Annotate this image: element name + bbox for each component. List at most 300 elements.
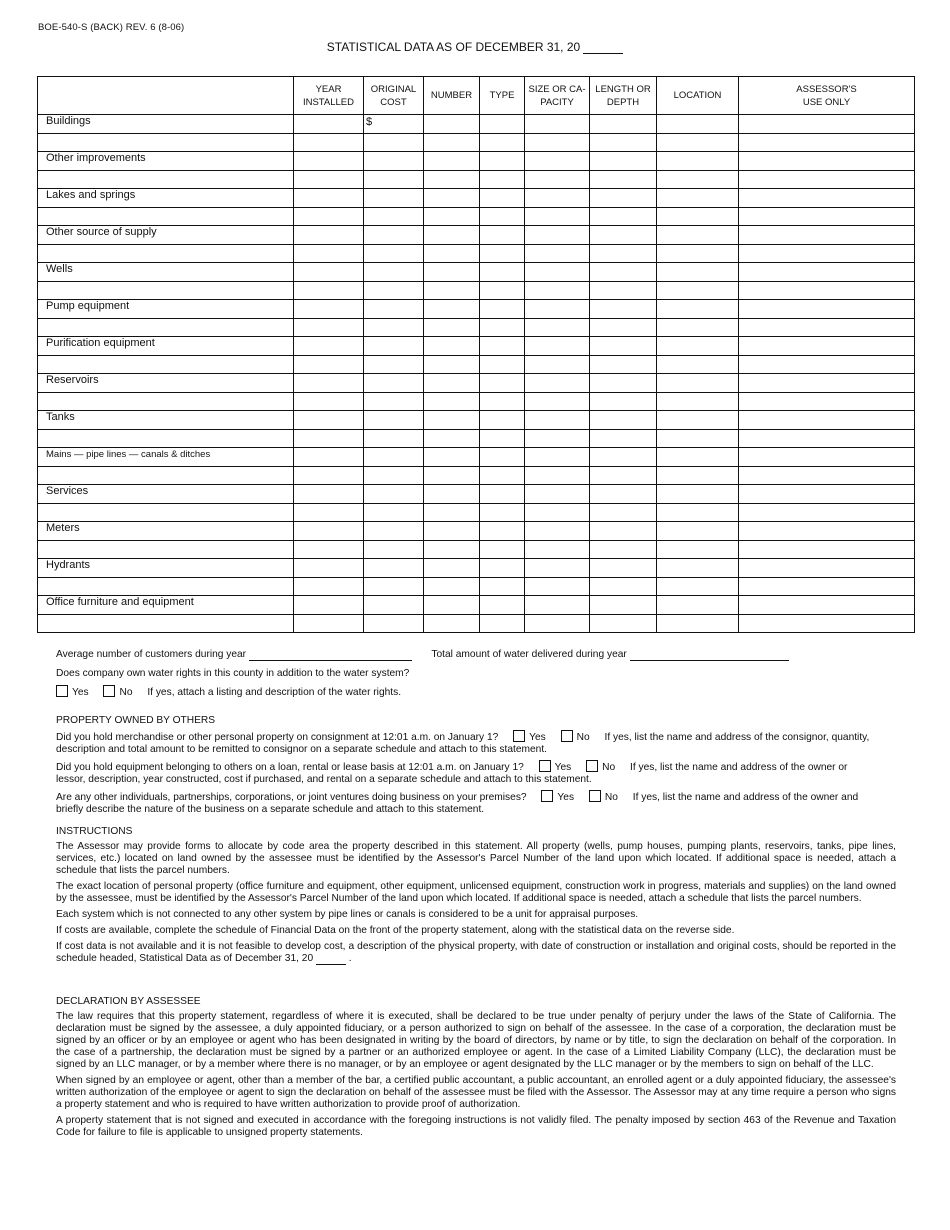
- row-label-blank: [38, 392, 294, 411]
- cell-number[interactable]: [424, 355, 480, 374]
- cell-assessors-use: [739, 614, 915, 633]
- cell-original-cost[interactable]: [364, 337, 424, 356]
- cell-year-installed[interactable]: [294, 614, 364, 633]
- form-number: BOE-540-S (BACK) REV. 6 (8-06): [38, 22, 185, 33]
- cell-number[interactable]: [424, 522, 480, 541]
- cell-length-depth[interactable]: [590, 429, 657, 448]
- cell-type[interactable]: [480, 411, 525, 430]
- cell-original-cost[interactable]: [364, 614, 424, 633]
- cell-size-capacity[interactable]: [525, 189, 590, 208]
- water-rights-no-checkbox[interactable]: [103, 685, 115, 697]
- cell-year-installed[interactable]: [294, 207, 364, 226]
- cell-size-capacity[interactable]: [525, 448, 590, 467]
- cell-type[interactable]: [480, 189, 525, 208]
- cell-location[interactable]: [657, 596, 739, 615]
- cell-location[interactable]: [657, 318, 739, 337]
- cell-number[interactable]: [424, 263, 480, 282]
- row-label-hydrants: Hydrants: [38, 559, 294, 578]
- cell-type[interactable]: [480, 133, 525, 152]
- cell-length-depth[interactable]: [590, 411, 657, 430]
- cell-length-depth[interactable]: [590, 614, 657, 633]
- cell-location[interactable]: [657, 411, 739, 430]
- cell-original-cost[interactable]: [364, 170, 424, 189]
- cell-size-capacity[interactable]: [525, 614, 590, 633]
- cell-length-depth[interactable]: [590, 300, 657, 319]
- cell-original-cost[interactable]: [364, 281, 424, 300]
- cell-length-depth[interactable]: [590, 392, 657, 411]
- cell-size-capacity[interactable]: [525, 170, 590, 189]
- row-label-blank: [38, 540, 294, 559]
- cell-year-installed[interactable]: [294, 559, 364, 578]
- cell-type[interactable]: [480, 281, 525, 300]
- cell-year-installed[interactable]: [294, 392, 364, 411]
- cell-size-capacity[interactable]: [525, 596, 590, 615]
- cell-number[interactable]: [424, 115, 480, 134]
- cell-length-depth[interactable]: [590, 263, 657, 282]
- row-label-blank: [38, 577, 294, 596]
- cell-type[interactable]: [480, 152, 525, 171]
- table-row: [38, 503, 915, 522]
- table-row: [38, 577, 915, 596]
- cell-number[interactable]: [424, 300, 480, 319]
- cell-length-depth[interactable]: [590, 485, 657, 504]
- cell-number[interactable]: [424, 189, 480, 208]
- row-label-purification-equipment: Purification equipment: [38, 337, 294, 356]
- cell-length-depth[interactable]: [590, 281, 657, 300]
- cell-assessors-use: [739, 244, 915, 263]
- table-row: [38, 337, 915, 356]
- cell-type[interactable]: [480, 337, 525, 356]
- cell-number[interactable]: [424, 429, 480, 448]
- declaration-heading: DECLARATION BY ASSESSEE: [56, 996, 201, 1007]
- other-business-yes-label: Yes: [557, 792, 575, 803]
- cell-year-installed[interactable]: [294, 226, 364, 245]
- cell-size-capacity[interactable]: [525, 522, 590, 541]
- cell-number[interactable]: [424, 281, 480, 300]
- cell-original-cost[interactable]: [364, 207, 424, 226]
- cell-location[interactable]: [657, 559, 739, 578]
- cell-length-depth[interactable]: [590, 337, 657, 356]
- cell-type[interactable]: [480, 485, 525, 504]
- table-row: [38, 318, 915, 337]
- declaration-body: [56, 1011, 896, 1139]
- cell-length-depth[interactable]: [590, 207, 657, 226]
- cell-location[interactable]: [657, 244, 739, 263]
- row-label-mains-pipe-lines-canals-ditches: Mains — pipe lines — canals & ditches: [38, 448, 294, 467]
- equipment-question: [56, 760, 896, 786]
- cell-type[interactable]: [480, 226, 525, 245]
- table-header-row: [38, 77, 915, 115]
- cell-number[interactable]: [424, 337, 480, 356]
- table-row: [38, 485, 915, 504]
- cell-assessors-use: [739, 300, 915, 319]
- cell-type[interactable]: [480, 170, 525, 189]
- other-business-yes-checkbox[interactable]: [541, 790, 553, 802]
- cell-year-installed[interactable]: [294, 540, 364, 559]
- cell-type[interactable]: [480, 244, 525, 263]
- row-label-services: Services: [38, 485, 294, 504]
- cell-length-depth[interactable]: [590, 189, 657, 208]
- water-rights-note: If yes, attach a listing and description of the water rights.: [147, 687, 402, 698]
- cell-type[interactable]: [480, 429, 525, 448]
- avg-customers-label: Average number of customers during year: [56, 649, 247, 660]
- cell-location[interactable]: [657, 207, 739, 226]
- cell-assessors-use: [739, 263, 915, 282]
- cell-location[interactable]: [657, 152, 739, 171]
- consignment-text: Did you hold merchandise or other personal property on consignment at 12:01 a.m. on January 1?: [56, 732, 499, 743]
- cell-length-depth[interactable]: [590, 355, 657, 374]
- cell-assessors-use: [739, 503, 915, 522]
- equipment-no-label: No: [602, 762, 616, 773]
- cell-original-cost[interactable]: [364, 540, 424, 559]
- cell-type[interactable]: [480, 522, 525, 541]
- cell-size-capacity[interactable]: [525, 133, 590, 152]
- cell-size-capacity[interactable]: [525, 503, 590, 522]
- cell-original-cost[interactable]: [364, 577, 424, 596]
- table-row: [38, 115, 915, 134]
- row-label-reservoirs: Reservoirs: [38, 374, 294, 393]
- table-row: [38, 207, 915, 226]
- cell-type[interactable]: [480, 614, 525, 633]
- year-blank-field[interactable]: [583, 43, 623, 54]
- cell-type[interactable]: [480, 374, 525, 393]
- cell-number[interactable]: [424, 485, 480, 504]
- cell-size-capacity[interactable]: [525, 466, 590, 485]
- cell-type[interactable]: [480, 207, 525, 226]
- cell-length-depth[interactable]: [590, 226, 657, 245]
- cell-length-depth[interactable]: [590, 559, 657, 578]
- water-rights-yes-label: Yes: [72, 687, 89, 698]
- cell-length-depth[interactable]: [590, 170, 657, 189]
- other-business-question: [56, 790, 896, 816]
- cell-location[interactable]: [657, 263, 739, 282]
- cell-length-depth[interactable]: [590, 577, 657, 596]
- row-label-pump-equipment: Pump equipment: [38, 300, 294, 319]
- cell-location[interactable]: [657, 337, 739, 356]
- cell-length-depth[interactable]: [590, 152, 657, 171]
- cell-location[interactable]: [657, 429, 739, 448]
- cell-year-installed[interactable]: [294, 503, 364, 522]
- cell-year-installed[interactable]: [294, 355, 364, 374]
- cell-length-depth[interactable]: [590, 133, 657, 152]
- consignment-note: If yes, list the name and address of the consignor, quantity,: [604, 732, 870, 743]
- cell-type[interactable]: [480, 300, 525, 319]
- cell-size-capacity[interactable]: [525, 226, 590, 245]
- equipment-no-checkbox[interactable]: [586, 760, 598, 772]
- consignment-no-checkbox[interactable]: [561, 730, 573, 742]
- cell-original-cost[interactable]: [364, 355, 424, 374]
- cell-size-capacity[interactable]: [525, 540, 590, 559]
- customers-line: [56, 649, 896, 661]
- cell-assessors-use: [739, 374, 915, 393]
- cell-original-cost[interactable]: [364, 503, 424, 522]
- cell-assessors-use: [739, 133, 915, 152]
- cell-original-cost[interactable]: [364, 300, 424, 319]
- cell-original-cost[interactable]: [364, 115, 424, 134]
- cell-size-capacity[interactable]: [525, 281, 590, 300]
- cell-original-cost[interactable]: [364, 596, 424, 615]
- cell-year-installed[interactable]: [294, 263, 364, 282]
- instructions-paragraph-3: Each system which is not connected to any other system by pipe lines or canals is considered to be a unit for appraisal purposes.: [56, 909, 639, 920]
- cell-location[interactable]: [657, 226, 739, 245]
- cell-type[interactable]: [480, 596, 525, 615]
- header-original-cost: ORIGINAL COST: [364, 77, 424, 115]
- cell-year-installed[interactable]: [294, 115, 364, 134]
- cell-size-capacity[interactable]: [525, 559, 590, 578]
- cell-location[interactable]: [657, 540, 739, 559]
- cell-location[interactable]: [657, 133, 739, 152]
- cell-length-depth[interactable]: [590, 596, 657, 615]
- avg-customers-field[interactable]: [249, 650, 412, 661]
- equipment-yes-checkbox[interactable]: [539, 760, 551, 772]
- row-label-blank: [38, 281, 294, 300]
- total-water-field[interactable]: [630, 650, 789, 661]
- cell-year-installed[interactable]: [294, 300, 364, 319]
- row-label-blank: [38, 355, 294, 374]
- cell-number[interactable]: [424, 374, 480, 393]
- cell-assessors-use: [739, 318, 915, 337]
- cell-location[interactable]: [657, 614, 739, 633]
- row-label-meters: Meters: [38, 522, 294, 541]
- cell-location[interactable]: [657, 392, 739, 411]
- cell-location[interactable]: [657, 448, 739, 467]
- cell-size-capacity[interactable]: [525, 300, 590, 319]
- cell-assessors-use: [739, 540, 915, 559]
- equipment-continued: lessor, description, year constructed, cost if purchased, and rental on a separate schedule and attach to this statement.: [56, 774, 592, 785]
- cell-original-cost[interactable]: [364, 244, 424, 263]
- cell-year-installed[interactable]: [294, 429, 364, 448]
- cell-original-cost[interactable]: [364, 559, 424, 578]
- cell-number[interactable]: [424, 226, 480, 245]
- cell-assessors-use: [739, 411, 915, 430]
- row-label-blank: [38, 429, 294, 448]
- cell-size-capacity[interactable]: [525, 374, 590, 393]
- cell-location[interactable]: [657, 355, 739, 374]
- cell-assessors-use: [739, 355, 915, 374]
- cell-assessors-use: [739, 226, 915, 245]
- cell-number[interactable]: [424, 503, 480, 522]
- cell-location[interactable]: [657, 189, 739, 208]
- cell-year-installed[interactable]: [294, 485, 364, 504]
- cell-original-cost[interactable]: [364, 522, 424, 541]
- row-label-blank: [38, 614, 294, 633]
- cell-assessors-use: [739, 152, 915, 171]
- instructions-paragraph-2: The exact location of personal property (office furniture and equipment, other equipment, unlicensed equipment, construction work in progress, materials and supplies) on the land owned by the assessee, must be identified by the Assessor's Parcel Number of the land upon which located. If additional space is needed, attach a schedule that lists the parcel numbers.: [56, 881, 896, 904]
- cell-original-cost[interactable]: [364, 189, 424, 208]
- cell-original-cost[interactable]: [364, 133, 424, 152]
- cell-assessors-use: [739, 189, 915, 208]
- property-owned-by-others-heading: PROPERTY OWNED BY OTHERS: [56, 715, 216, 726]
- header-length-depth: LENGTH OR DEPTH: [590, 77, 657, 115]
- cell-number[interactable]: [424, 411, 480, 430]
- dollar-sign: $: [366, 116, 373, 128]
- cell-size-capacity[interactable]: [525, 485, 590, 504]
- cell-year-installed[interactable]: [294, 133, 364, 152]
- cell-assessors-use: [739, 281, 915, 300]
- cell-assessors-use: [739, 429, 915, 448]
- table-row: [38, 559, 915, 578]
- cell-size-capacity[interactable]: [525, 392, 590, 411]
- cell-length-depth[interactable]: [590, 115, 657, 134]
- row-label-blank: [38, 503, 294, 522]
- cell-year-installed[interactable]: [294, 152, 364, 171]
- cell-number[interactable]: [424, 559, 480, 578]
- cell-year-installed[interactable]: [294, 411, 364, 430]
- cell-assessors-use: [739, 596, 915, 615]
- page-title-text: STATISTICAL DATA AS OF DECEMBER 31, 20: [326, 40, 581, 54]
- cell-number[interactable]: [424, 448, 480, 467]
- cell-size-capacity[interactable]: [525, 318, 590, 337]
- row-label-blank: [38, 170, 294, 189]
- cell-length-depth[interactable]: [590, 318, 657, 337]
- header-description: [38, 77, 294, 115]
- cell-size-capacity[interactable]: [525, 429, 590, 448]
- cell-year-installed[interactable]: [294, 318, 364, 337]
- other-business-continued: briefly describe the nature of the business on a separate schedule and attach to this statement.: [56, 804, 485, 815]
- cell-year-installed[interactable]: [294, 522, 364, 541]
- cell-size-capacity[interactable]: [525, 337, 590, 356]
- water-rights-yes-checkbox[interactable]: [56, 685, 68, 697]
- cell-year-installed[interactable]: [294, 337, 364, 356]
- cell-location[interactable]: [657, 577, 739, 596]
- cell-location[interactable]: [657, 522, 739, 541]
- cell-number[interactable]: [424, 596, 480, 615]
- consignment-yes-checkbox[interactable]: [513, 730, 525, 742]
- row-label-tanks: Tanks: [38, 411, 294, 430]
- cell-original-cost[interactable]: [364, 485, 424, 504]
- cell-assessors-use: [739, 485, 915, 504]
- cell-year-installed[interactable]: [294, 189, 364, 208]
- cell-number[interactable]: [424, 614, 480, 633]
- cell-location[interactable]: [657, 374, 739, 393]
- cell-assessors-use: [739, 577, 915, 596]
- table-row: [38, 133, 915, 152]
- cell-location[interactable]: [657, 115, 739, 134]
- cell-number[interactable]: [424, 318, 480, 337]
- cell-location[interactable]: [657, 485, 739, 504]
- cell-original-cost[interactable]: [364, 152, 424, 171]
- cell-number[interactable]: [424, 466, 480, 485]
- cell-size-capacity[interactable]: [525, 244, 590, 263]
- cell-size-capacity[interactable]: [525, 263, 590, 282]
- cell-year-installed[interactable]: [294, 244, 364, 263]
- cell-number[interactable]: [424, 133, 480, 152]
- row-label-blank: [38, 318, 294, 337]
- cell-original-cost[interactable]: [364, 263, 424, 282]
- table-row: [38, 411, 915, 430]
- cell-year-installed[interactable]: [294, 281, 364, 300]
- cell-length-depth[interactable]: [590, 374, 657, 393]
- cell-length-depth[interactable]: [590, 466, 657, 485]
- cell-location[interactable]: [657, 170, 739, 189]
- instructions-body: [56, 841, 896, 965]
- water-rights-question: Does company own water rights in this county in addition to the water system?: [56, 668, 410, 679]
- cell-number[interactable]: [424, 540, 480, 559]
- cell-length-depth[interactable]: [590, 244, 657, 263]
- equipment-yes-label: Yes: [554, 762, 572, 773]
- header-location: LOCATION: [657, 77, 739, 115]
- cell-assessors-use: [739, 522, 915, 541]
- cell-size-capacity[interactable]: [525, 207, 590, 226]
- cell-length-depth[interactable]: [590, 448, 657, 467]
- cell-type[interactable]: [480, 503, 525, 522]
- cell-number[interactable]: [424, 152, 480, 171]
- cell-type[interactable]: [480, 392, 525, 411]
- cell-original-cost[interactable]: [364, 448, 424, 467]
- cell-assessors-use: [739, 559, 915, 578]
- table-row: [38, 300, 915, 319]
- table-row: [38, 263, 915, 282]
- cell-type[interactable]: [480, 540, 525, 559]
- cell-type[interactable]: [480, 355, 525, 374]
- cell-original-cost[interactable]: [364, 411, 424, 430]
- cell-location[interactable]: [657, 281, 739, 300]
- header-year-installed: YEAR INSTALLED: [294, 77, 364, 115]
- cell-length-depth[interactable]: [590, 540, 657, 559]
- cell-number[interactable]: [424, 170, 480, 189]
- declaration-paragraph-2: When signed by an employee or agent, other than a member of the bar, a certified public accountant, a public accountant, an enrolled agent or a duly appointed fiduciary, the assessee's written authorization of the employee or agent to sign the declaration on behalf of the assessee must be filed with the Assessor. The Assessor may at any time require a person who signs a property statement and who is required to have written authorization to provide proof of authorization.: [56, 1075, 896, 1110]
- cell-original-cost[interactable]: [364, 392, 424, 411]
- cell-number[interactable]: [424, 244, 480, 263]
- cell-length-depth[interactable]: [590, 503, 657, 522]
- cell-type[interactable]: [480, 263, 525, 282]
- row-label-lakes-and-springs: Lakes and springs: [38, 189, 294, 208]
- declaration-paragraph-1: The law requires that this property statement, regardless of where it is executed, shall be declared to be true under penalty of perjury under the laws of the State of California. The declaration must be signed by the assessee, a duly appointed fiduciary, or a person authorized to sign on behalf of the assessee. In the case of a corporation, the declaration must be signed by an officer or by an employee or agent who has been designated in writing by the board of directors, by name or by title, to sign the declaration on behalf of the corporation. In the case of a partnership, the declaration must be signed by a partner or an authorized employee or agent. In the case of a Limited Liability Company (LLC), the declaration must be signed by an LLC manager, or by a member where there is no manager, or by an employee or agent designated by the LLC manager or by the members to sign on behalf of the LLC.: [56, 1011, 896, 1070]
- cell-original-cost[interactable]: [364, 466, 424, 485]
- statistical-year-blank[interactable]: [316, 955, 346, 965]
- cell-location[interactable]: [657, 503, 739, 522]
- cell-original-cost[interactable]: [364, 374, 424, 393]
- cell-year-installed[interactable]: [294, 170, 364, 189]
- water-rights-answer: [56, 685, 896, 699]
- cell-type[interactable]: [480, 115, 525, 134]
- cell-size-capacity[interactable]: [525, 152, 590, 171]
- cell-original-cost[interactable]: [364, 318, 424, 337]
- cell-type[interactable]: [480, 448, 525, 467]
- cell-type[interactable]: [480, 577, 525, 596]
- cell-year-installed[interactable]: [294, 596, 364, 615]
- cell-number[interactable]: [424, 207, 480, 226]
- cell-year-installed[interactable]: [294, 448, 364, 467]
- cell-size-capacity[interactable]: [525, 577, 590, 596]
- header-type: TYPE: [480, 77, 525, 115]
- cell-size-capacity[interactable]: [525, 355, 590, 374]
- instructions-paragraph-5-end: .: [348, 953, 352, 964]
- cell-year-installed[interactable]: [294, 374, 364, 393]
- cell-length-depth[interactable]: [590, 522, 657, 541]
- cell-original-cost[interactable]: [364, 429, 424, 448]
- cell-year-installed[interactable]: [294, 577, 364, 596]
- cell-number[interactable]: [424, 392, 480, 411]
- cell-type[interactable]: [480, 559, 525, 578]
- cell-type[interactable]: [480, 318, 525, 337]
- cell-type[interactable]: [480, 466, 525, 485]
- cell-location[interactable]: [657, 466, 739, 485]
- other-business-no-checkbox[interactable]: [589, 790, 601, 802]
- cell-location[interactable]: [657, 300, 739, 319]
- cell-year-installed[interactable]: [294, 466, 364, 485]
- instructions-paragraph-1: The Assessor may provide forms to allocate by code area the property described in this statement. All property (wells, pump houses, pumping plants, reservoirs, tanks, pipe lines, services, etc.) located on land owned by the assessee must be identified by the Assessor's Parcel Number of the land upon which located. If additional space is needed, attach a schedule that lists the parcel numbers.: [56, 841, 896, 876]
- table-row: [38, 596, 915, 615]
- cell-size-capacity[interactable]: [525, 115, 590, 134]
- cell-original-cost[interactable]: [364, 226, 424, 245]
- cell-assessors-use: [739, 448, 915, 467]
- cell-size-capacity[interactable]: [525, 411, 590, 430]
- table-row: [38, 374, 915, 393]
- header-size-capacity: SIZE OR CA- PACITY: [525, 77, 590, 115]
- instructions-paragraph-5-text: If cost data is not available and it is not feasible to develop cost, a description of the physical property, with date of construction or installation and original costs, should be reported in the schedule headed, Statistical Data as of December 31, 20: [56, 941, 896, 964]
- cell-number[interactable]: [424, 577, 480, 596]
